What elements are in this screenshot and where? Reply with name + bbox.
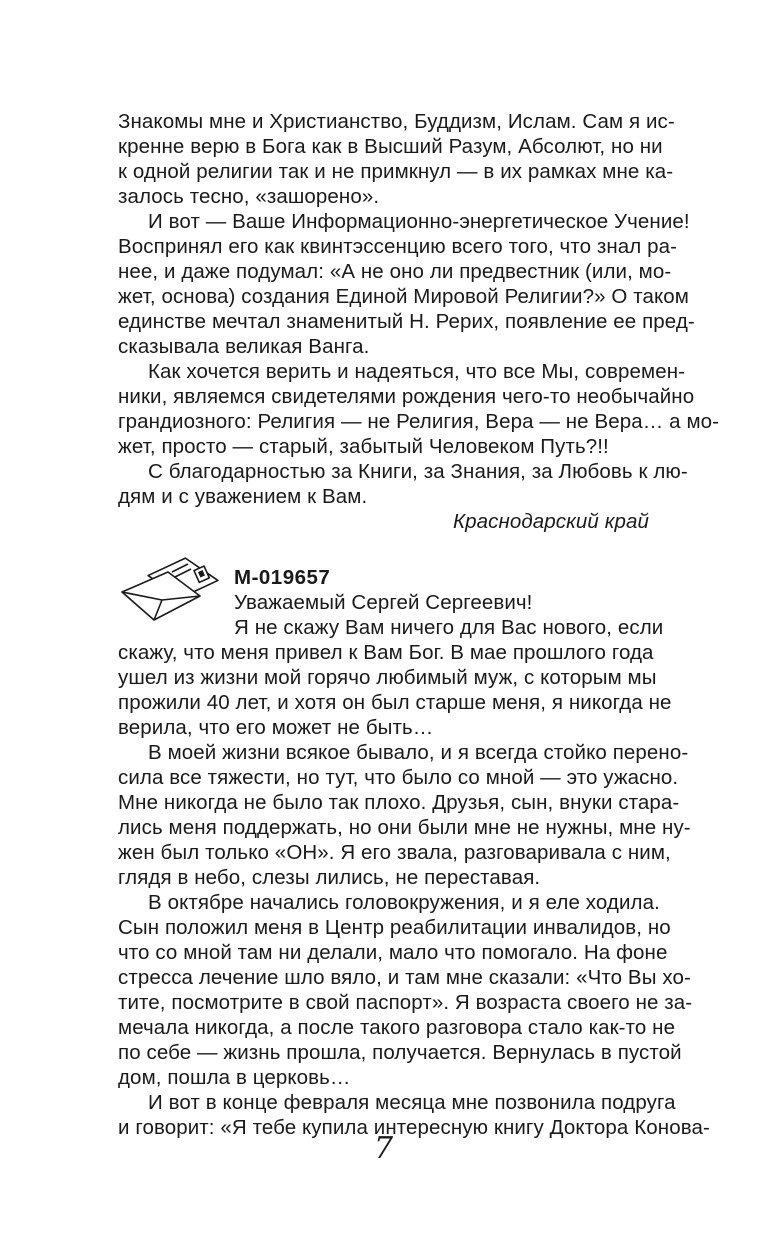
paragraph-line: С благодарностью за Книги, за Знания, за Любовь к лю- xyxy=(148,460,688,483)
paragraph-line: прожили 40 лет, и хотя он был старше меня, я никогда не xyxy=(118,691,672,714)
paragraph-line: и говорит: «Я тебе купила интересную книгу Доктора Конова- xyxy=(118,1116,710,1139)
paragraph-line: Я не скажу Вам ничего для Вас нового, если xyxy=(234,616,664,639)
paragraph-line: по себе — жизнь прошла, получается. Вернулась в пустой xyxy=(118,1041,682,1064)
paragraph-line: верила, что его может не быть… xyxy=(118,716,434,739)
paragraph-line: жет, основа) создания Единой Мировой Религии?» О таком xyxy=(118,285,690,308)
paragraph-line: Знакомы мне и Христианство, Буддизм, Ислам. Сам я ис- xyxy=(118,110,675,133)
paragraph-line: сказывала великая Ванга. xyxy=(118,335,370,358)
paragraph-line: дям и с уважением к Вам. xyxy=(118,485,368,508)
paragraph-line: И вот — Ваше Информационно-энергетическое Учение! xyxy=(148,210,690,233)
paragraph-line: ники, являемся свидетелями рождения чего-то необычайно xyxy=(118,385,695,408)
paragraph-line: залось тесно, «зашорено». xyxy=(118,185,380,208)
paragraph-line: мечала никогда, а после такого разговора стало как-то не xyxy=(118,1016,676,1039)
envelope-letters-icon xyxy=(118,556,222,630)
paragraph-line: нее, и даже подумал: «А не оно ли предвестник (или, мо- xyxy=(118,260,672,283)
paragraph-line: Воспринял его как квинтэссенцию всего того, что знал ра- xyxy=(118,235,678,258)
paragraph-line: тите, посмотрите в свой паспорт». Я возраста своего не за- xyxy=(118,991,693,1014)
paragraph-line: кренне верю в Бога как в Высший Разум, Абсолют, но ни xyxy=(118,135,663,158)
book-page xyxy=(118,0,720,1241)
paragraph-line: И вот в конце февраля месяца мне позвонила подруга xyxy=(148,1091,676,1114)
paragraph-line: жен был только «ОН». Я его звала, разговаривала с ним, xyxy=(118,841,671,864)
entry-id: M-019657 xyxy=(234,566,331,589)
letter-greeting: Уважаемый Сергей Сергеевич! xyxy=(234,591,533,614)
paragraph-line: жет, просто — старый, забытый Человеком Путь?!! xyxy=(118,435,609,458)
page-number: 7 xyxy=(373,1131,394,1166)
paragraph-line: В моей жизни всякое бывало, и я всегда стойко перено- xyxy=(148,741,689,764)
paragraph-line: что со мной там ни делали, мало что помогало. На фоне xyxy=(118,941,668,964)
paragraph-line: Сын положил меня в Центр реабилитации инвалидов, но xyxy=(118,916,671,939)
paragraph-line: единстве мечтал знаменитый Н. Рерих, появление ее пред- xyxy=(118,310,695,333)
paragraph-line: глядя в небо, слезы лились, не переставая. xyxy=(118,866,541,889)
paragraph-line: В октябре начались головокружения, и я еле ходила. xyxy=(148,891,660,914)
paragraph-line: дом, пошла в церковь… xyxy=(118,1066,351,1089)
letter-signature: Краснодарский край xyxy=(452,510,649,533)
paragraph-line: ушел из жизни мой горячо любимый муж, с которым мы xyxy=(118,666,657,689)
paragraph-line: к одной религии так и не примкнул — в их рамках мне ка- xyxy=(118,160,674,183)
paragraph-line: сила все тяжести, но тут, что было со мной — это ужасно. xyxy=(118,766,679,789)
paragraph-line: Как хочется верить и надеяться, что все Мы, современ- xyxy=(148,360,686,383)
paragraph-line: скажу, что меня привел к Вам Бог. В мае прошлого года xyxy=(118,641,654,664)
paragraph-line: грандиозного: Религия — не Религия, Вера — не Вера… а мо- xyxy=(118,410,720,433)
paragraph-line: лись меня поддержать, но они были мне не нужны, мне ну- xyxy=(118,816,691,839)
paragraph-line: стресса лечение шло вяло, и там мне сказали: «Что Вы хо- xyxy=(118,966,691,989)
paragraph-line: Мне никогда не было так плохо. Друзья, сын, внуки стара- xyxy=(118,791,680,814)
